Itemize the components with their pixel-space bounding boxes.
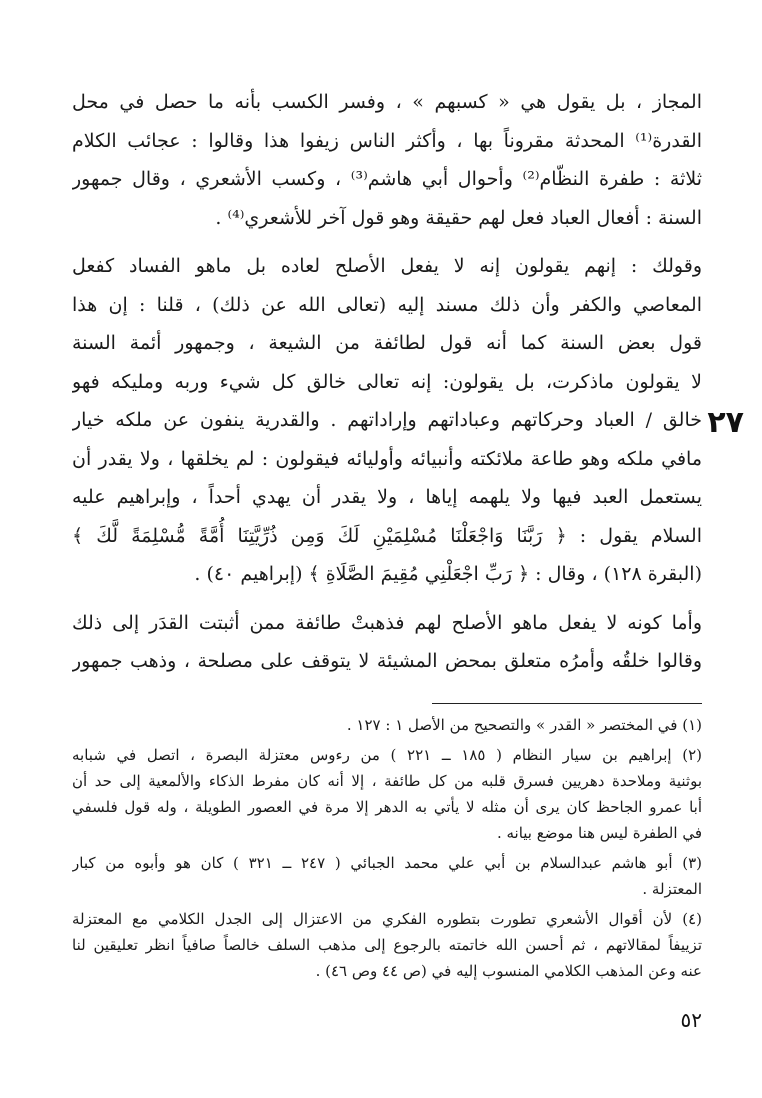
footnote-line: عنه وعن المذهب الكلامي المنسوب إليه في (ص ٤٤ وص ٤٦) . [315,962,702,980]
text-line: المجاز ، بل يقول هي « كسبهم » ، وفسر الكسب بأنه ما حصل في محل [72,91,702,113]
footnote-line: بوثنية وملاحدة دهريين فسرق قلبه من كل طائفة ، إلا أنه كان مفرط الذكاء والألمعية إلى حد أن [72,772,702,790]
text-line: وأما كونه لا يفعل ماهو الأصلح لهم فذهبتْ طائفة ممن أثبتت القدَر إلى ذلك [72,611,702,634]
footnote-line: في الطفرة ليس هنا موضع بيانه . [496,824,702,842]
footnote-line: (٢) إبراهيم بن سيار النظام ( ١٨٥ ــ ٢٢١ ) من رءوس معتزلة البصرة ، اتصل في شبابه [72,746,702,764]
quran-verse-line: السلام يقول : ﴿ رَبَّنَا وَاجْعَلْنَا مُسْلِمَيْنِ لَكَ وَمِن ذُرِّيَّتِنَا أُمَّةً مُّسْلِمَةً لَّكَ ﴾ [72,524,702,547]
main-text-block [72,83,702,681]
footnote-line: (٤) لأن أقوال الأشعري تطورت بتطوره الفكري من الاعتزال إلى الجدل الكلامي مع المعتزلة [72,910,702,928]
footnotes-block [72,712,702,984]
footnote-line: تزييفاً لمقالاتهم ، ثم أحسن الله خاتمته بالرجوع إلى مذهب السلف خالصاً صافياً انظر تعليقين لنا [72,936,702,954]
page-number: ٥٢ [680,1008,702,1032]
text-line: القدرة⁽¹⁾ المحدثة مقروناً بها ، وأكثر الناس زيفوا هذا وقالوا : عجائب الكلام [72,129,702,152]
text-line: يستعمل العبد فيها ولا يلهمه إياها ، ولا يقدر أن يهدي أحداً ، وإبراهيم عليه [72,486,702,508]
footnote-line: (٣) أبو هاشم عبدالسلام بن أبي علي محمد الجبائي ( ٢٤٧ ــ ٣٢١ ) كان هو وأبوه من كبار [72,854,702,872]
text-line: وقالوا خلقُه وأمرُه متعلق بمحض المشيئة لا يتوقف على مصلحة ، وذهب جمهور [72,650,702,672]
text-line: المعاصي والكفر وأن ذلك مسند إليه (تعالى الله عن ذلك) ، قلنا : إن هذا [72,293,702,316]
text-line: لا يقولون ماذكرت، بل يقولون: إنه تعالى خالق كل شيء وربه ومليكه فهو [72,370,702,393]
text-line: مافي ملكه وهو طاعة ملائكته وأنبيائه وأوليائه فيقولون : لم يخلقها ، ولا يقدر أن [72,447,702,470]
text-line: السنة : أفعال العباد فعل لهم حقيقة وهو قول آخر للأشعري⁽⁴⁾ . [215,206,702,229]
text-line: قول بعض السنة كما أنه قول لطائفة من الشيعة ، وجمهور أئمة السنة [72,332,702,354]
text-line: خالق / العباد وحركاتهم وعباداتهم وإراداتهم . والقدرية ينفون عن ملكه خيار [72,409,702,431]
footnote-line: (١) في المختصر « القدر » والتصحيح من الأصل ١ : ١٢٧ . [346,716,702,734]
footnote-line: المعتزلة . [642,880,702,898]
footnote-divider [432,703,702,704]
text-line: وقولك : إنهم يقولون إنه لا يفعل الأصلح لعاده بل ماهو الفساد كفعل [72,255,702,277]
text-line: ثلاثة : طفرة النظّام⁽²⁾ وأحوال أبي هاشم⁽³⁾ ، وكسب الأشعري ، وقال جمهور [72,168,702,190]
margin-folio-number: ٢٧ [707,405,744,440]
quran-verse-line: (البقرة ١٢٨) ، وقال : ﴿ رَبِّ اجْعَلْنِي مُقِيمَ الصَّلَاةِ ﴾ (إبراهيم ٤٠) . [194,563,702,585]
footnote-line: أبا عمرو الجاحظ كان يرى أن مثله لا يأتي به الدهر إلا مرة في العصور الطويلة ، وله قول فلسفي [72,798,702,816]
